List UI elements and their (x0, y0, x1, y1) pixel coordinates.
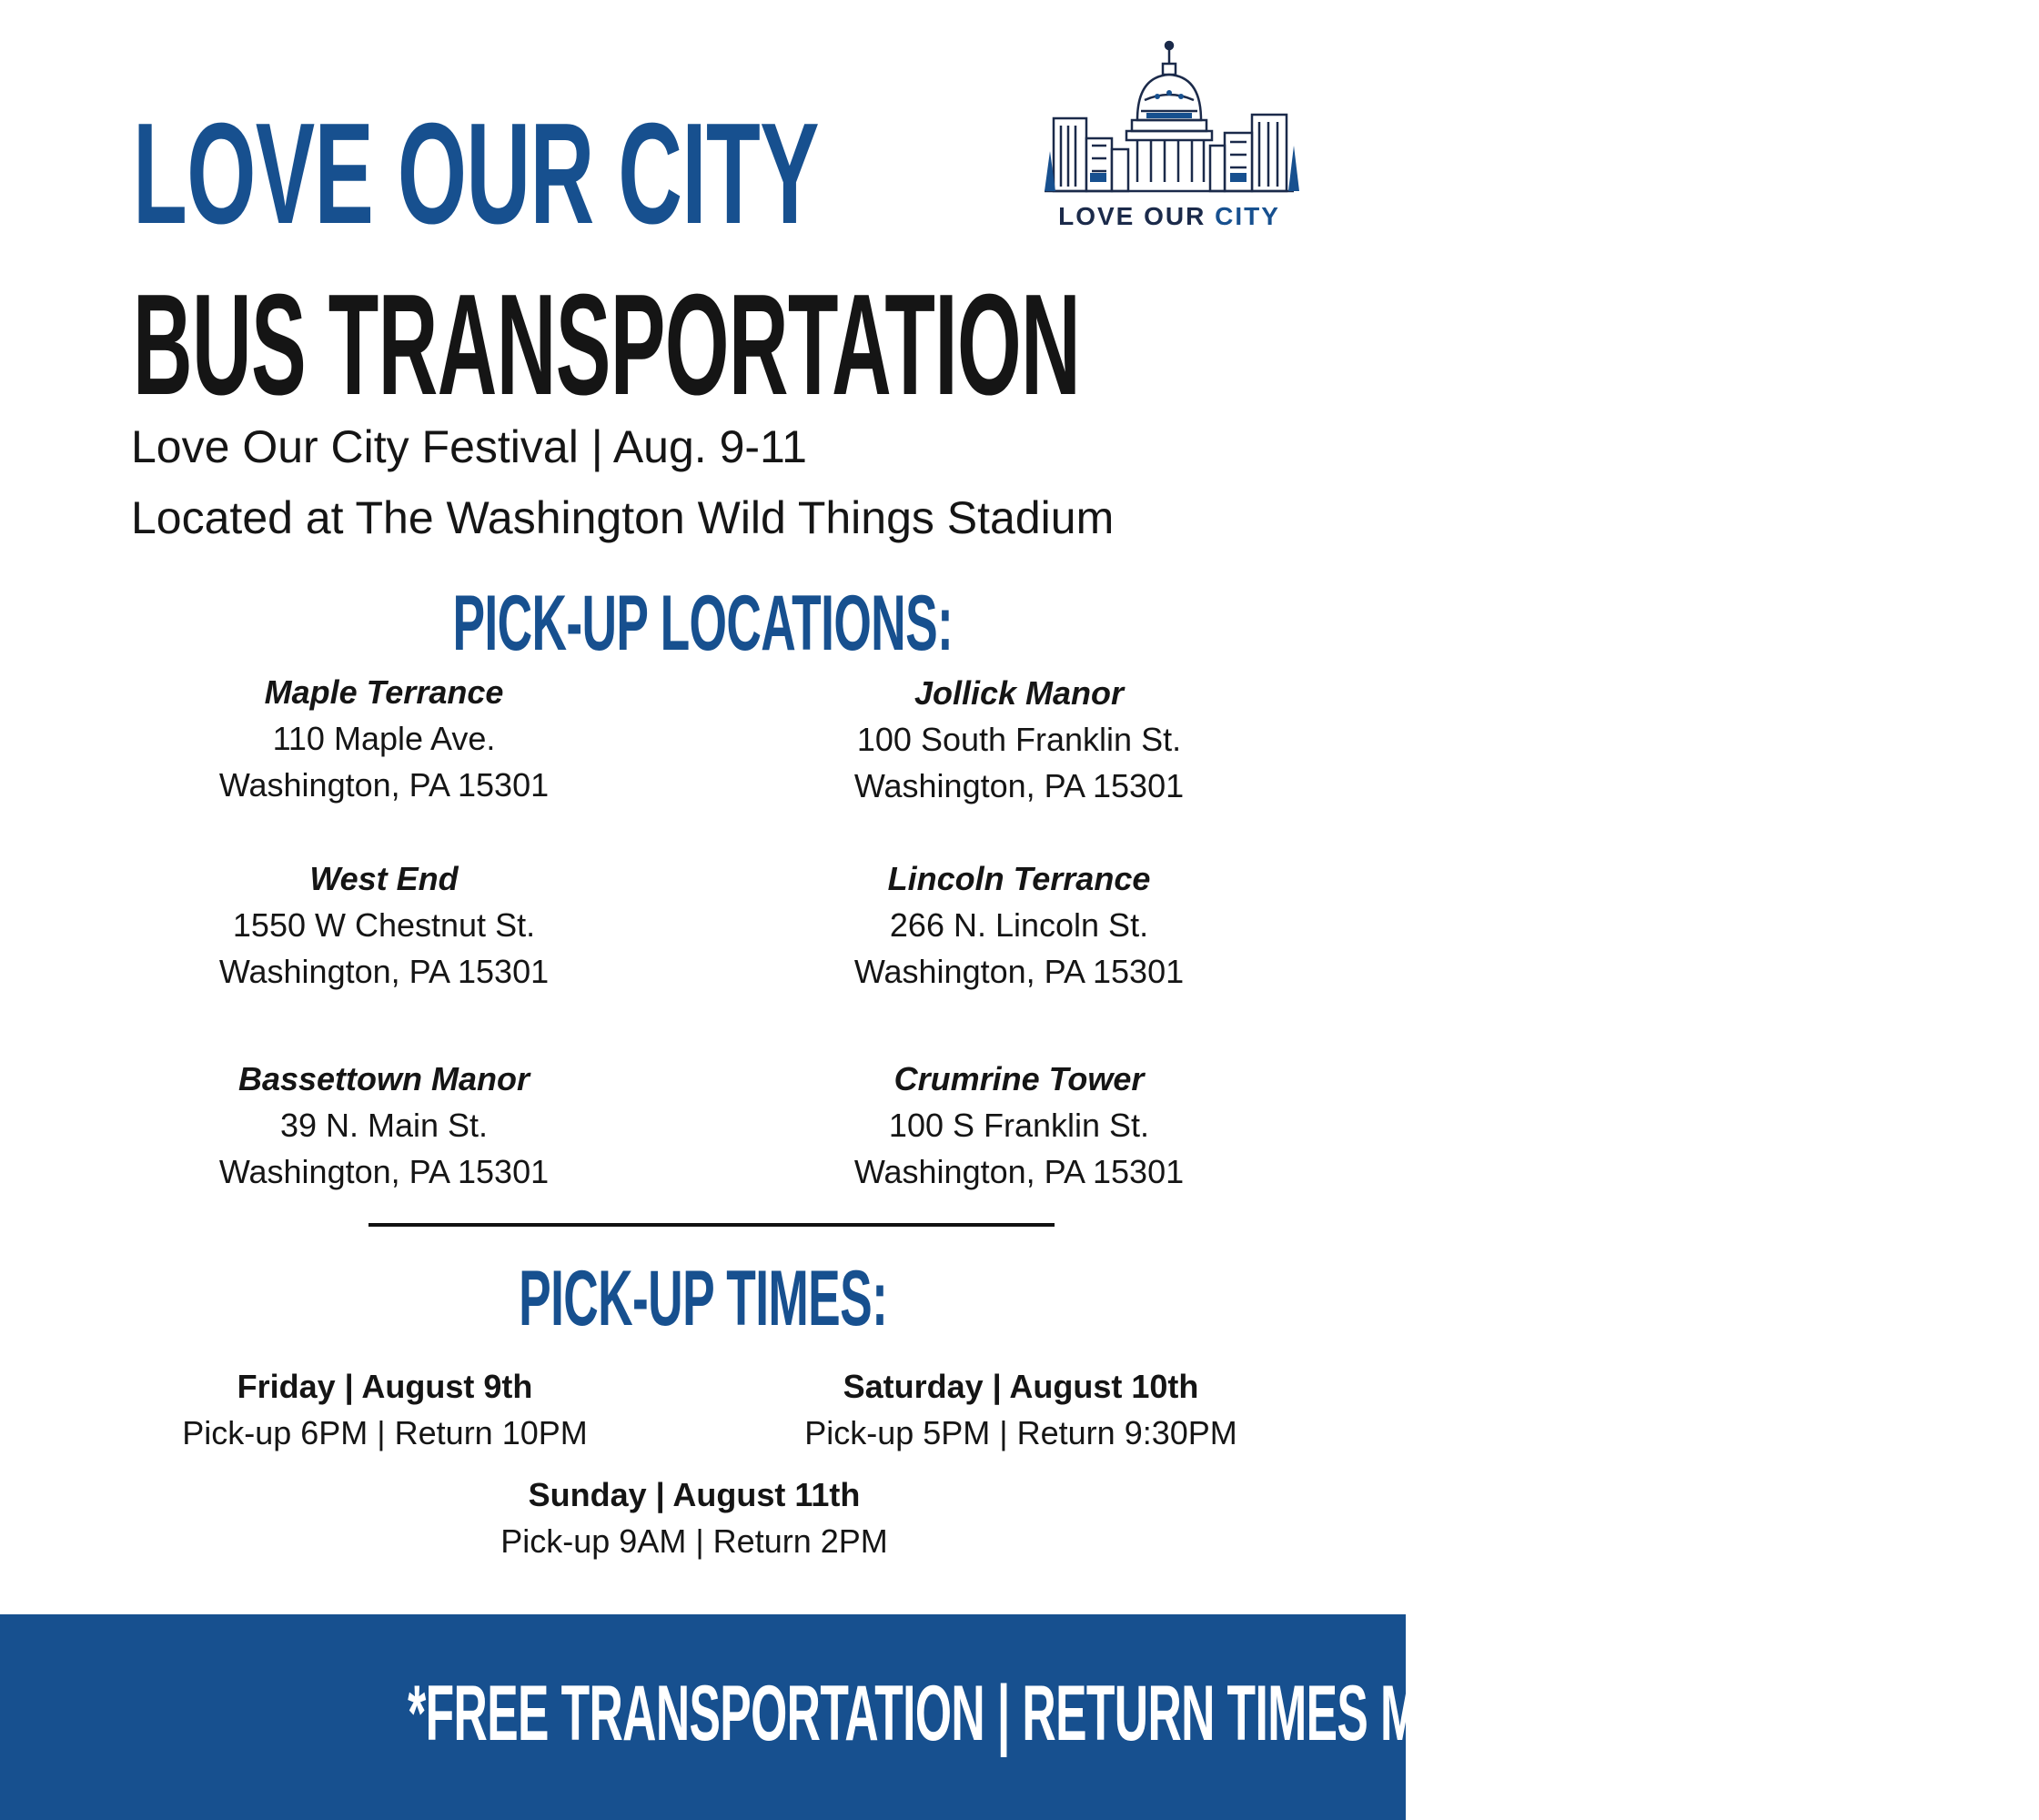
location-city: Washington, PA 15301 (218, 953, 550, 990)
location-street: 1550 W Chestnut St. (232, 906, 536, 944)
pickup-times-heading: PICK-UP TIMES: (518, 1255, 888, 1342)
time-schedule: Pick-up 6PM | Return 10PM (182, 1414, 588, 1451)
location-city: Washington, PA 15301 (853, 1153, 1185, 1190)
logo-text-city: CITY (1215, 202, 1280, 230)
time-sunday (403, 1471, 985, 1564)
location-street: 100 South Franklin St. (856, 721, 1182, 758)
city-skyline-capitol-icon (1037, 36, 1301, 237)
location-west-end (129, 855, 639, 995)
time-saturday (730, 1363, 1312, 1456)
location-crumrine-tower (764, 1056, 1274, 1195)
location-name: Crumrine Tower (893, 1060, 1145, 1097)
location-street: 266 N. Lincoln St. (889, 906, 1149, 944)
time-friday (94, 1363, 676, 1456)
location-name: West End (309, 860, 459, 897)
time-day: Sunday | August 11th (528, 1476, 861, 1513)
title-line-love-our-city: LOVE OUR CITY (133, 94, 819, 254)
location-city: Washington, PA 15301 (853, 953, 1185, 990)
section-divider (368, 1223, 1055, 1227)
location-bassettown-manor (129, 1056, 639, 1195)
location-jollick-manor (764, 670, 1274, 809)
location-city: Washington, PA 15301 (218, 1153, 550, 1190)
love-our-city-logo (1037, 36, 1301, 237)
location-name: Bassettown Manor (237, 1060, 530, 1097)
footer-notice: *FREE TRANSPORTATION | RETURN TIMES MAY VARY* (408, 1670, 1631, 1757)
svg-text:LOVE OUR CITY (1058, 202, 1280, 230)
location-name: Maple Terrance (264, 673, 504, 711)
logo-text-love-our: LOVE OUR (1058, 202, 1216, 230)
time-day: Saturday | August 10th (843, 1368, 1199, 1405)
location-city: Washington, PA 15301 (853, 767, 1185, 804)
location-street: 39 N. Main St. (279, 1107, 489, 1144)
location-name: Lincoln Terrance (887, 860, 1151, 897)
location-lincoln-terrance (764, 855, 1274, 995)
location-name: Jollick Manor (914, 674, 1125, 712)
title-line-bus-transportation: BUS TRANSPORTATION (133, 265, 1081, 425)
festival-location: Located at The Washington Wild Things Stadium (131, 492, 1115, 543)
time-day: Friday | August 9th (237, 1368, 533, 1405)
time-schedule: Pick-up 9AM | Return 2PM (500, 1522, 888, 1560)
location-street: 110 Maple Ave. (272, 720, 496, 757)
pickup-locations-heading: PICK-UP LOCATIONS: (452, 580, 954, 667)
location-city: Washington, PA 15301 (218, 766, 550, 804)
location-street: 100 S Franklin St. (888, 1107, 1150, 1144)
location-maple-terrance (129, 669, 639, 808)
festival-dates: Love Our City Festival | Aug. 9-11 (131, 421, 807, 472)
time-schedule: Pick-up 5PM | Return 9:30PM (804, 1414, 1237, 1451)
